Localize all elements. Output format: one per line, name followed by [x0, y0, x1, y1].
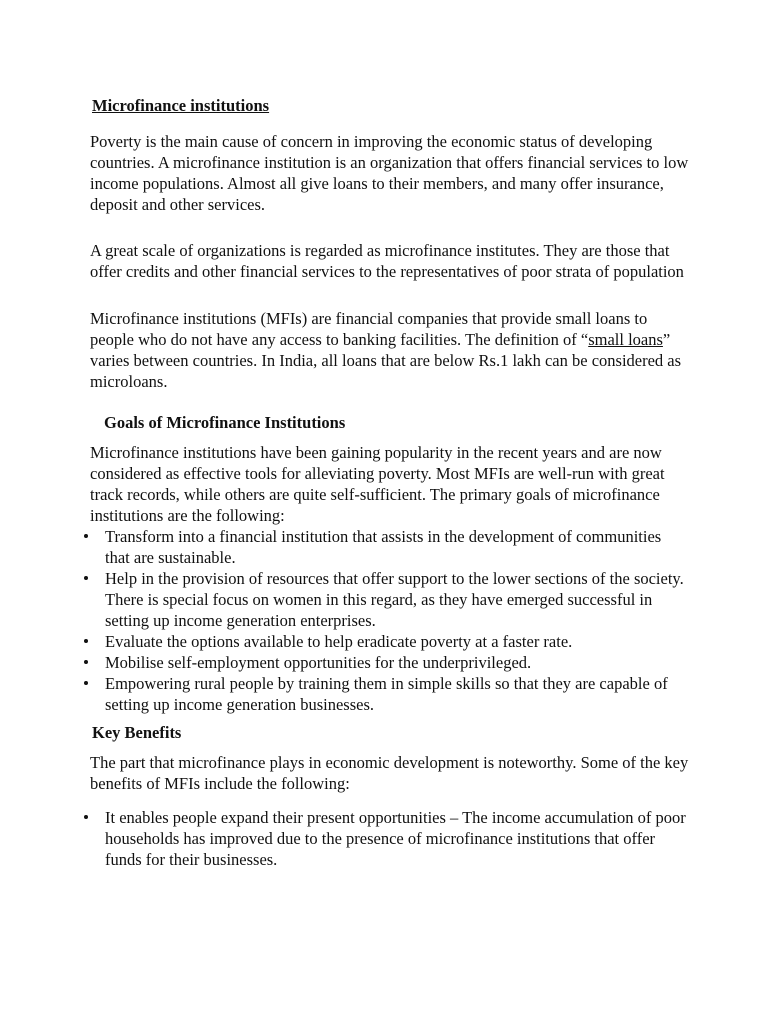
goals-heading: Goals of Microfinance Institutions	[104, 413, 346, 432]
list-item-text: Transform into a financial institution that assists in the development of communities that are sustainable.	[105, 527, 662, 567]
list-item	[90, 673, 690, 715]
list-item-text: Evaluate the options available to help eradicate poverty at a faster rate.	[105, 632, 573, 651]
paragraph-mfi-definition-tail: ” varies between countries. In India, all loans that are below Rs.1 lakh can be considered as microloans.	[90, 330, 682, 391]
bullet-icon	[81, 631, 91, 652]
list-item	[90, 526, 690, 568]
bullet-icon	[81, 652, 91, 673]
list-item-text: Help in the provision of resources that offer support to the lower sections of the society. There is special focus on women in this regard, as they have emerged successful in setting up income generation enterprises.	[105, 569, 684, 630]
small-loans-link[interactable]: small loans	[588, 330, 663, 349]
bullet-icon	[81, 807, 91, 828]
list-item-text: It enables people expand their present opportunities – The income accumulation of poor households has improved due to the presence of microfinance institutions that offer funds for their businesses.	[105, 808, 686, 869]
document-page	[90, 95, 690, 870]
bullet-icon	[81, 526, 91, 547]
benefits-heading: Key Benefits	[92, 723, 182, 742]
list-item	[90, 631, 690, 652]
bullet-icon	[81, 673, 91, 694]
list-item-text: Empowering rural people by training them in simple skills so that they are capable of setting up income generation businesses.	[105, 674, 668, 714]
list-item	[90, 568, 690, 631]
bullet-icon	[81, 568, 91, 589]
list-item-text: Mobilise self-employment opportunities for the underprivileged.	[105, 653, 532, 672]
goals-intro: Microfinance institutions have been gaining popularity in the recent years and are now considered as effective tools for alleviating poverty. Most MFIs are well-run with great track records, while others are quite self-sufficient. The primary goals of microfinance institutions are the following:	[90, 443, 665, 525]
paragraph-mfi-definition-text: Microfinance institutions (MFIs) are financial companies that provide small loans to people who do not have any access to banking facilities. The definition of “	[90, 309, 648, 349]
paragraph-poverty: Poverty is the main cause of concern in improving the economic status of developing countries. A microfinance institution is an organization that offers financial services to low income populations. Almost all give loans to their members, and many offer insurance, deposit and other services.	[90, 132, 689, 214]
goals-list	[90, 526, 690, 715]
paragraph-scale: A great scale of organizations is regarded as microfinance institutes. They are those that offer credits and other financial services to the representatives of poor strata of population	[90, 241, 684, 281]
paragraph-mfi-definition	[90, 308, 690, 392]
benefits-list	[90, 807, 690, 870]
list-item	[90, 652, 690, 673]
benefits-intro: The part that microfinance plays in economic development is noteworthy. Some of the key benefits of MFIs include the following:	[90, 753, 689, 793]
list-item	[90, 807, 690, 870]
document-title: Microfinance institutions	[92, 96, 270, 115]
